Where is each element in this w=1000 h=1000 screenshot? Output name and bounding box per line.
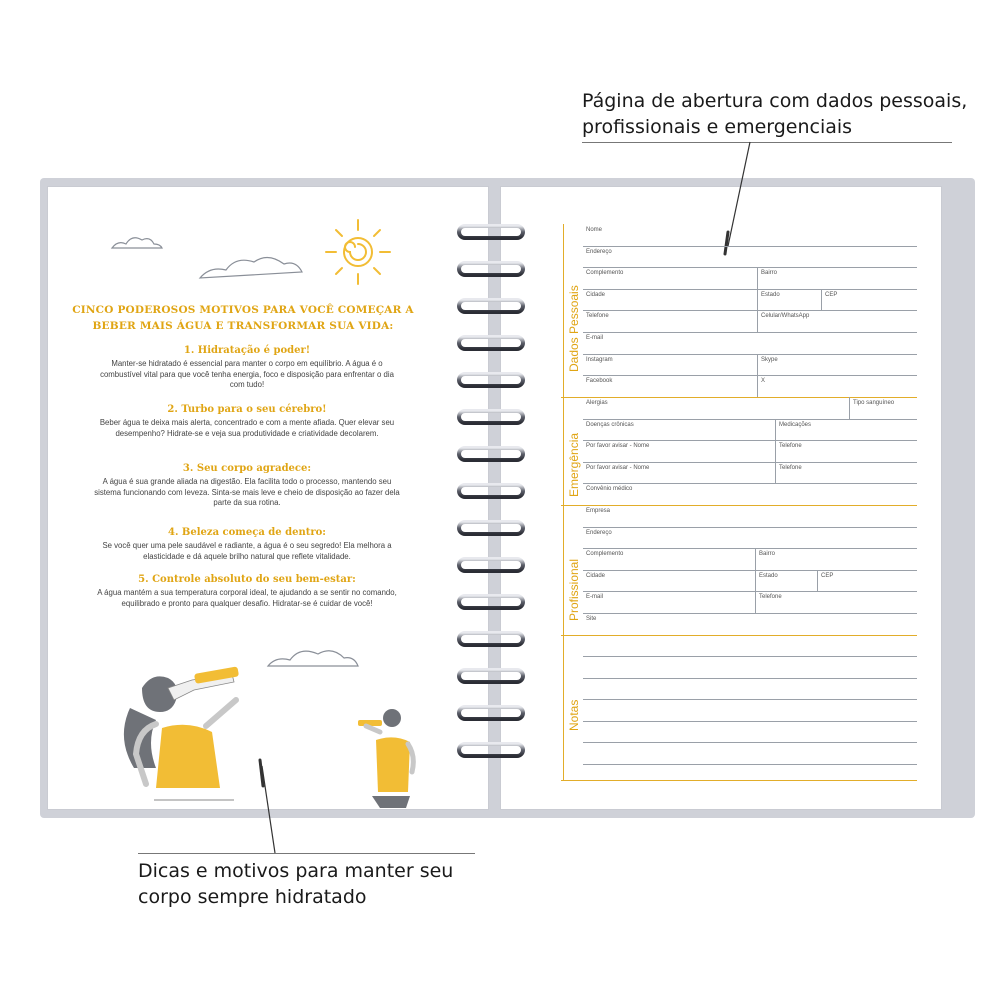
field-label: Cidade [586,572,606,579]
section-label-personal [563,224,583,397]
field-email[interactable] [583,332,917,355]
field-divider [775,440,776,462]
section-title-professional: Profissional [567,558,581,621]
motive-heading: 2. Turbo para o seu cérebro! [167,404,327,415]
section-label-professional [563,505,583,635]
notes-line[interactable] [583,656,917,657]
field-telefone-celular[interactable] [583,310,917,333]
field-label: Tipo sanguíneo [853,400,895,406]
field-divider [757,354,758,376]
field-label: E-mail [586,335,604,341]
field-label: E-mail [586,594,604,601]
field-label: Bairro [759,551,776,558]
motive-heading: 5. Controle absoluto do seu bem-estar: [138,574,356,585]
callout-bottom-line2: corpo sempre hidratado [138,886,367,908]
field-label: Telefone [779,443,802,450]
field-divider [849,397,850,419]
motive-text: A água é sua grande aliada na digestão. Ela facilita todo o processo, mantendo seu sistema funcionando com leveza. Sinta-se mais leve e cheio de disposição ao fazer dela parte da sua rotina. [94,477,400,507]
field-label: Nome [586,227,603,233]
field-label: Alergias [586,400,608,406]
field-label: Skype [761,356,778,363]
field-divider [757,310,758,332]
field-label: Convênio médico [586,486,633,493]
field-label: Telefone [779,464,802,471]
field-label: Complemento [586,551,624,558]
field-alergias-tipo-sanguineo[interactable] [583,397,917,420]
field-label: Doenças crônicas [586,421,634,428]
field-label: Empresa [586,508,611,514]
field-label: Site [586,616,597,622]
field-divider [755,570,756,592]
field-label: Por favor avisar - Nome [586,443,650,450]
field-prof-complemento-bairro[interactable] [583,548,917,571]
section-title-notes: Notas [567,699,581,731]
callout-top-line2: profissionais e emergenciais [582,116,853,138]
field-doencas-medicacoes[interactable] [583,419,917,442]
spiral-binding [457,222,527,782]
field-label: Telefone [586,313,609,320]
field-label: CEP [825,291,838,298]
field-divider [757,375,758,397]
field-complemento-bairro[interactable] [583,267,917,290]
field-prof-endereco[interactable] [583,527,917,550]
field-divider [817,570,818,592]
field-label: Endereço [586,248,612,255]
notes-line[interactable] [583,764,917,765]
field-site[interactable] [583,613,917,635]
notes-line[interactable] [583,721,917,722]
section-title-personal: Dados Pessoais [567,285,581,372]
field-facebook-x[interactable] [583,375,917,397]
field-instagram-skype[interactable] [583,354,917,377]
field-label: Complemento [586,270,624,277]
motive-heading: 4. Beleza começa de dentro: [168,527,326,538]
field-divider [755,591,756,613]
field-label: Bairro [761,270,778,277]
section-label-notes [563,635,583,780]
field-label: Medicações [779,421,812,428]
title-line2: BEBER MAIS ÁGUA E TRANSFORMAR SUA VIDA: [92,320,394,332]
field-label: Por favor avisar - Nome [586,464,650,471]
motive-text: Se você quer uma pele saudável e radiante, a água é o seu segredo! Ela melhora a elasticidade e dá aquele brilho natural que reflete vitalidade. [102,541,392,561]
callout-bottom-line1: Dicas e motivos para manter seu [138,860,454,882]
section-separator [561,780,917,782]
field-label: Instagram [586,356,613,363]
motive-heading: 3. Seu corpo agradece: [182,463,312,474]
field-prof-email-telefone[interactable] [583,591,917,614]
field-divider [757,289,758,311]
field-label: Facebook [586,378,613,385]
field-avisar-telefone-1[interactable] [583,440,917,463]
motive-text: Beber água te deixa mais alerta, concentrado e com a mente afiada. Quer elevar seu desempenho? Hidrate-se e veja sua produtividade e criatividade decolarem. [99,418,395,438]
title-line1: CINCO PODEROSOS MOTIVOS PARA VOCÊ COMEÇAR A [72,304,414,316]
field-divider [821,289,822,311]
motive-text: Manter-se hidratado é essencial para manter o corpo em equilíbrio. A água é o combustível vital para que você tenha energia, foco e disposição para enfrentar o dia com tudo! [100,359,394,389]
field-divider [755,548,756,570]
field-label: Telefone [759,594,782,601]
field-label: Celular/WhatsApp [761,313,810,320]
section-title-emergency: Emergência [567,432,581,497]
field-divider [775,419,776,441]
field-label: Cidade [586,291,606,298]
field-divider [775,462,776,484]
section-label-emergency [563,397,583,505]
field-label: Estado [759,572,778,579]
field-label: Endereço [586,529,612,536]
field-convenio[interactable] [583,483,917,505]
field-prof-cidade-estado-cep[interactable] [583,570,917,593]
notes-line[interactable] [583,699,917,700]
field-label: Estado [761,291,780,298]
field-label: CEP [821,572,834,579]
field-nome[interactable] [583,224,917,247]
field-empresa[interactable] [583,505,917,528]
field-divider [757,267,758,289]
field-avisar-telefone-2[interactable] [583,462,917,485]
field-cidade-estado-cep[interactable] [583,289,917,312]
callout-top-line1: Página de abertura com dados pessoais, [582,90,968,112]
notes-line[interactable] [583,742,917,743]
motive-text: A água mantém a sua temperatura corporal ideal, te ajudando a se sentir no comando, equilibrado e pronto para qualquer desafio. Hidratar-se é cuidar de você! [97,588,397,608]
field-endereco[interactable] [583,246,917,269]
notes-line[interactable] [583,678,917,679]
field-label: X [761,378,766,385]
motive-heading: 1. Hidratação é poder! [183,345,311,356]
